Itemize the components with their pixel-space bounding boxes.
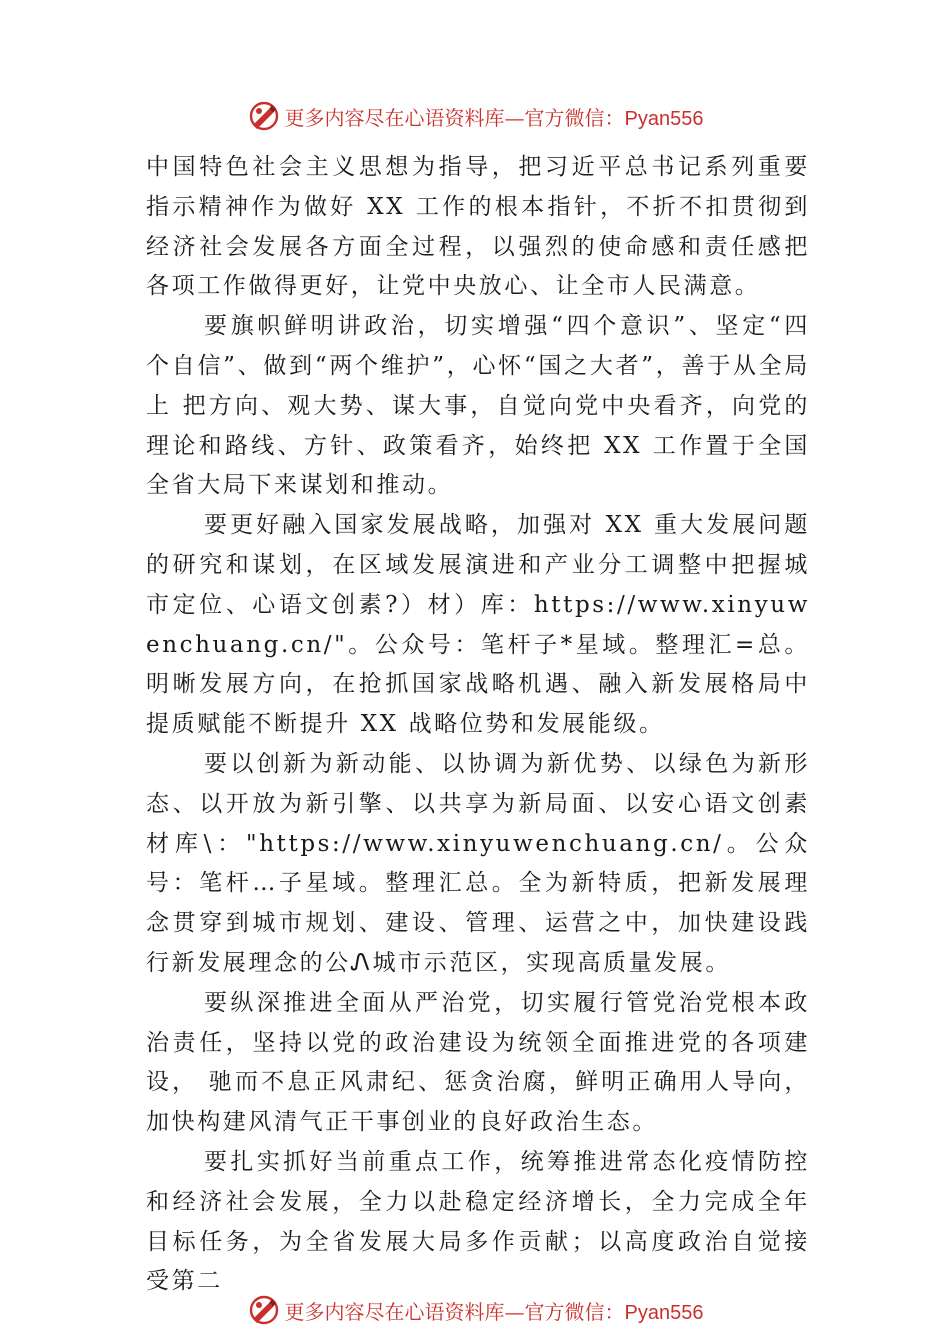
header-banner — [0, 96, 950, 136]
footer-banner — [0, 1290, 950, 1330]
footer-banner-text: 更多内容尽在心语资料库—官方微信：Pyan556 — [284, 1299, 704, 1324]
paragraph-2: 要旗帜鲜明讲政治，切实增强“四个意识”、坚定“四个自信”、做到“两个维护”，心怀“国之大者”，善于从全局上 把方向、观大势、谋大事，自觉向党中央看齐，向党的理论和路线、方针、政策看齐，始终把 XX 工作置于全国全省大局下来谋划和推动。 — [146, 313, 810, 499]
footer-wechat-id: Pyan556 — [624, 1301, 704, 1324]
document-body — [146, 148, 810, 1302]
paragraph-1: 中国特色社会主义思想为指导，把习近平总书记系列重要指示精神作为做好 XX 工作的根本指针，不折不扣贯彻到经济社会发展各方面全过程，以强烈的使命感和责任感把各项工作做得更好，让党中央放心、让全市人民满意。 — [146, 154, 810, 300]
header-banner-text: 更多内容尽在心语资料库—官方微信：Pyan556 — [284, 105, 704, 130]
paragraph-3: 要更好融入国家发展战略，加强对 XX 重大发展问题的研究和谋划，在区域发展演进和产业分工调整中把握城市定位、心语文创素?）材）库：https://www.xinyuwenchuang.cn/"。公众号：笔杆子*星域。整理汇=总。明晰发展方向，在抢抓国家战略机遇、融入新发展格局中提质赋能不断提升 XX 战略位势和发展能级。 — [146, 512, 810, 738]
header-wechat-id: Pyan556 — [624, 107, 704, 130]
pen-logo-icon — [247, 99, 281, 133]
paragraph-4: 要以创新为新动能、以协调为新优势、以绿色为新形态、以开放为新引擎、以共享为新局面、以安心语文创素材库\："https://www.xinyuwenchuang.cn/。公众号：笔杆…子星域。整理汇总。全为新特质，把新发展理念贯穿到城市规划、建设、管理、运营之中，加快建设践行新发展理念的公Ꮑ城市示范区，实现高质量发展。 — [146, 750, 810, 976]
pen-logo-icon — [247, 1293, 281, 1327]
paragraph-6: 要扎实抓好当前重点工作，统筹推进常态化疫情防控和经济社会发展，全力以赴稳定经济增长，全力完成全年目标任务，为全省发展大局多作贡献；以高度政治自觉接受第二 — [146, 1148, 810, 1295]
paragraph-5: 要纵深推进全面从严治党，切实履行管党治党根本政治责任，坚持以党的政治建设为统领全面推进党的各项建设， 驰而不息正风肃纪、惩贪治腐，鲜明正确用人导向，加快构建风清气正干事创业的良好政治生态。 — [146, 989, 810, 1136]
